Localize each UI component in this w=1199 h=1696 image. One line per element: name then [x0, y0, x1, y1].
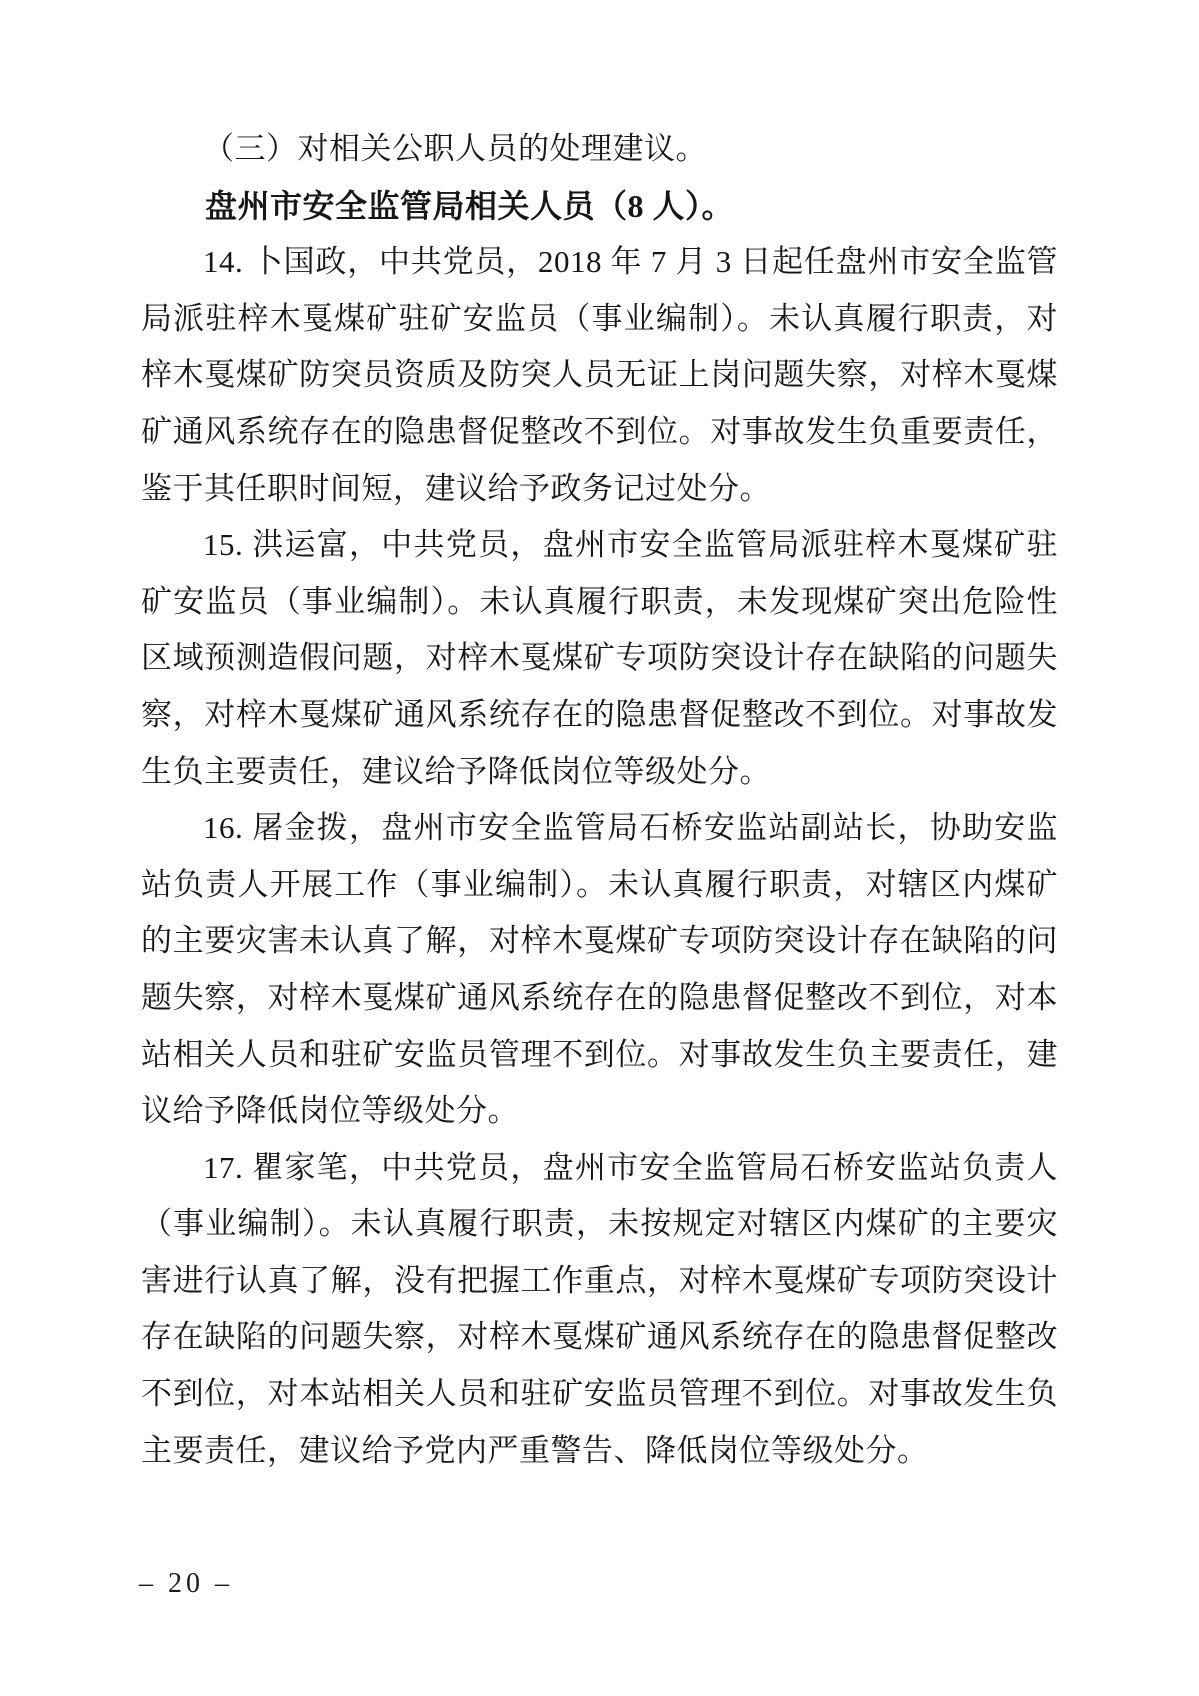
paragraph-item-14: 14. 卜国政，中共党员，2018 年 7 月 3 日起任盘州市安全监管局派驻梓木戛煤矿驻矿安监员（事业编制）。未认真履行职责，对梓木戛煤矿防突员资质及防突人员无证上岗问题失察，对梓木戛煤矿通风系统存在的隐患督促整改不到位。对事故发生负重要责任，鉴于其任职时间短，建议给予政务记过处分。 [141, 244, 1058, 506]
paragraph-item-16: 16. 屠金拨，盘州市安全监管局石桥安监站副站长，协助安监站负责人开展工作（事业编制）。未认真履行职责，对辖区内煤矿的主要灾害未认真了解，对梓木戛煤矿专项防突设计存在缺陷的问题失察，对梓木戛煤矿通风系统存在的隐患督促整改不到位，对本站相关人员和驻矿安监员管理不到位。对事故发生负主要责任，建议给予降低岗位等级处分。 [141, 810, 1058, 1129]
group-heading: 盘州市安全监管局相关人员（8 人）。 [205, 187, 735, 224]
document-body [141, 121, 1058, 1479]
page-number: – 20 – [139, 1568, 233, 1599]
paragraph-item-17: 17. 瞿家笔，中共党员，盘州市安全监管局石桥安监站负责人（事业编制）。未认真履行职责，未按规定对辖区内煤矿的主要灾害进行认真了解，没有把握工作重点，对梓木戛煤矿专项防突设计存在缺陷的问题失察，对梓木戛煤矿通风系统存在的隐患督促整改不到位，对本站相关人员和驻矿安监员管理不到位。对事故发生负主要责任，建议给予党内严重警告、降低岗位等级处分。 [141, 1149, 1058, 1468]
section-heading: （三）对相关公职人员的处理建议。 [203, 131, 707, 166]
paragraph-item-15: 15. 洪运富，中共党员，盘州市安全监管局派驻梓木戛煤矿驻矿安监员（事业编制）。未认真履行职责，未发现煤矿突出危险性区域预测造假问题，对梓木戛煤矿专项防突设计存在缺陷的问题失察，对梓木戛煤矿通风系统存在的隐患督促整改不到位。对事故发生负主要责任，建议给予降低岗位等级处分。 [141, 527, 1058, 789]
